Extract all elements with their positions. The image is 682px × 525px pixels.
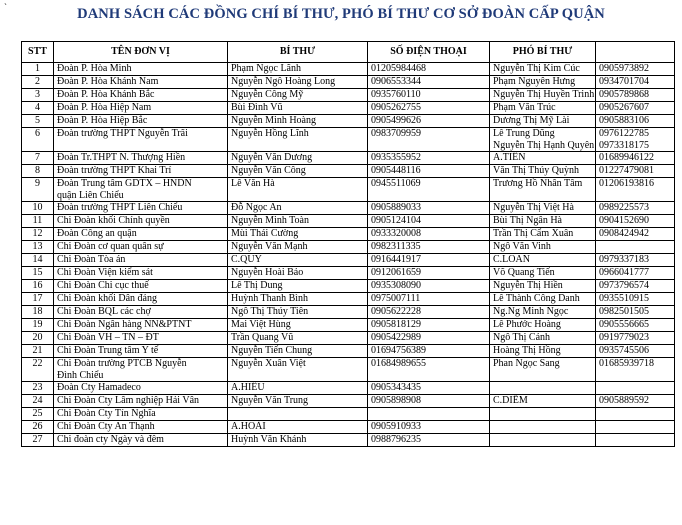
cell-phone: 0905448116: [368, 165, 490, 178]
cell-deputy-phone: 0966041777: [596, 267, 675, 280]
cell-secretary: Mùi Thái Cường: [228, 228, 368, 241]
cell-stt: 25: [22, 408, 54, 421]
cell-unit: Đoàn trường THPT Nguyễn Trãi: [54, 128, 228, 152]
cell-deputy: Phạm Văn Trúc: [490, 102, 596, 115]
cell-secretary: Nguyễn Hoài Bảo: [228, 267, 368, 280]
cell-unit: Đoàn Trung tâm GDTX – HNDN quận Liên Chiểu: [54, 178, 228, 202]
cell-deputy-phone: 0905267607: [596, 102, 675, 115]
cell-deputy: Trương Hồ Nhân Tâm: [490, 178, 596, 202]
cell-stt: 4: [22, 102, 54, 115]
header-unit: TÊN ĐƠN VỊ: [54, 42, 228, 63]
table-row: [22, 128, 675, 152]
cell-unit: Đoàn P. Hòa Hiệp Nam: [54, 102, 228, 115]
cell-phone: 0916441917: [368, 254, 490, 267]
cell-phone: 01694756389: [368, 345, 490, 358]
table-row: [22, 358, 675, 382]
cell-deputy-phone: [596, 382, 675, 395]
cell-phone: 0975007111: [368, 293, 490, 306]
cell-unit: Đoàn trường THPT Liên Chiểu: [54, 202, 228, 215]
table-row: [22, 267, 675, 280]
cell-deputy-phone: 0982501505: [596, 306, 675, 319]
cell-deputy-phone: 01206193816: [596, 178, 675, 202]
cell-stt: 5: [22, 115, 54, 128]
header-secretary: BÍ THƯ: [228, 42, 368, 63]
cell-unit: Chi Đoàn Tòa án: [54, 254, 228, 267]
cell-deputy: [490, 421, 596, 434]
cell-unit: Đoàn Công an quận: [54, 228, 228, 241]
table-row: [22, 202, 675, 215]
cell-unit: Đoàn Cty Hamadeco: [54, 382, 228, 395]
cell-stt: 16: [22, 280, 54, 293]
cell-stt: 24: [22, 395, 54, 408]
table-row: [22, 63, 675, 76]
cell-unit: Đoàn P. Hòa Hiệp Bắc: [54, 115, 228, 128]
table-row: [22, 293, 675, 306]
table-row: [22, 382, 675, 395]
cell-unit: Chi Đoàn Viện kiểm sát: [54, 267, 228, 280]
header-stt: STT: [22, 42, 54, 63]
cell-deputy: Hoàng Thị Hồng: [490, 345, 596, 358]
cell-stt: 7: [22, 152, 54, 165]
cell-stt: 9: [22, 178, 54, 202]
cell-deputy-phone: 0935745506: [596, 345, 675, 358]
cell-deputy: Phan Ngọc Sang: [490, 358, 596, 382]
table-row: [22, 178, 675, 202]
cell-deputy-phone: 0905883106: [596, 115, 675, 128]
cell-phone: 0905499626: [368, 115, 490, 128]
cell-deputy: Bùi Thị Ngân Hà: [490, 215, 596, 228]
cell-unit: Chi Đoàn Cty Tín Nghĩa: [54, 408, 228, 421]
cell-deputy-phone: [596, 408, 675, 421]
cell-unit: Chi Đoàn VH – TN – ĐT: [54, 332, 228, 345]
table-row: [22, 280, 675, 293]
cell-deputy: C.DIỄM: [490, 395, 596, 408]
cell-stt: 19: [22, 319, 54, 332]
header-deputy-phone: [596, 42, 675, 63]
cell-unit: Chi Đoàn trường PTCB Nguyễn Đình Chiểu: [54, 358, 228, 382]
table-row: [22, 215, 675, 228]
cell-phone: 0935760110: [368, 89, 490, 102]
cell-stt: 26: [22, 421, 54, 434]
cell-unit: Đoàn Tr.THPT N. Thượng Hiền: [54, 152, 228, 165]
cell-phone: 0945511069: [368, 178, 490, 202]
cell-phone: 0935355952: [368, 152, 490, 165]
cell-deputy-phone: [596, 421, 675, 434]
table-row: [22, 332, 675, 345]
cell-secretary: Huỳnh Văn Khánh: [228, 434, 368, 447]
cell-deputy-phone: 0905556665: [596, 319, 675, 332]
cell-deputy: Trần Thị Cẩm Xuân: [490, 228, 596, 241]
cell-deputy-phone: 0973796574: [596, 280, 675, 293]
cell-deputy: Ng.Ng Minh Ngọc: [490, 306, 596, 319]
cell-stt: 23: [22, 382, 54, 395]
cell-deputy: C.LOAN: [490, 254, 596, 267]
cell-deputy-phone: 0904152690: [596, 215, 675, 228]
cell-secretary: Lê Văn Hà: [228, 178, 368, 202]
cell-deputy: Văn Thị Thúy Quỳnh: [490, 165, 596, 178]
cell-stt: 6: [22, 128, 54, 152]
cell-deputy: [490, 382, 596, 395]
cell-stt: 22: [22, 358, 54, 382]
cell-phone: 0905910933: [368, 421, 490, 434]
cell-phone: 0983709959: [368, 128, 490, 152]
cell-deputy: Phạm Nguyên Hưng: [490, 76, 596, 89]
cell-deputy: Ngô Văn Vinh: [490, 241, 596, 254]
cell-secretary: Bùi Đình Vũ: [228, 102, 368, 115]
cell-phone: 0905422989: [368, 332, 490, 345]
cell-stt: 13: [22, 241, 54, 254]
cell-deputy-phone: 0934701704: [596, 76, 675, 89]
cell-unit: Chi Đoàn BQL các chợ: [54, 306, 228, 319]
cell-unit: Chi đoàn cty Ngày và đêm: [54, 434, 228, 447]
cell-secretary: Ngô Thị Thúy Tiên: [228, 306, 368, 319]
page-title: DANH SÁCH CÁC ĐỒNG CHÍ BÍ THƯ, PHÓ BÍ THƯ CƠ SỞ ĐOÀN CẤP QUẬN: [77, 6, 605, 22]
cell-deputy-phone: 0989225573: [596, 202, 675, 215]
cell-stt: 27: [22, 434, 54, 447]
cell-secretary: Nguyễn Minh Toàn: [228, 215, 368, 228]
cell-stt: 14: [22, 254, 54, 267]
table-row: [22, 89, 675, 102]
cell-stt: 12: [22, 228, 54, 241]
cell-deputy: Nguyễn Thị Việt Hà: [490, 202, 596, 215]
cell-secretary: Nguyễn Văn Trung: [228, 395, 368, 408]
cell-secretary: Phạm Ngọc Lãnh: [228, 63, 368, 76]
table-row: [22, 76, 675, 89]
cell-deputy: Lê Trung Dũng Nguyễn Thị Hạnh Quyên: [490, 128, 596, 152]
cell-deputy: Nguyễn Thị Kim Cúc: [490, 63, 596, 76]
cell-deputy-phone: 0905789868: [596, 89, 675, 102]
cell-phone: 0988796235: [368, 434, 490, 447]
cell-stt: 10: [22, 202, 54, 215]
cell-deputy-phone: 01685939718: [596, 358, 675, 382]
table-row: [22, 165, 675, 178]
table-row: [22, 395, 675, 408]
table-row: [22, 345, 675, 358]
cell-secretary: Nguyễn Công Mỹ: [228, 89, 368, 102]
cell-unit: Chi Đoàn Ngân hàng NN&PTNT: [54, 319, 228, 332]
cell-secretary: C.QUY: [228, 254, 368, 267]
cell-deputy-phone: 0905889592: [596, 395, 675, 408]
cell-phone: 0905898908: [368, 395, 490, 408]
cell-deputy: Lê Thành Công Danh: [490, 293, 596, 306]
table-row: [22, 408, 675, 421]
cell-phone: 0982311335: [368, 241, 490, 254]
table-row: [22, 152, 675, 165]
cell-deputy-phone: 0979337183: [596, 254, 675, 267]
table-row: [22, 421, 675, 434]
cell-secretary: Nguyễn Tiến Chung: [228, 345, 368, 358]
cell-secretary: Nguyễn Văn Mạnh: [228, 241, 368, 254]
cell-phone: 01205984468: [368, 63, 490, 76]
cell-unit: Đoàn P. Hòa Khánh Bắc: [54, 89, 228, 102]
cell-phone: 0905262755: [368, 102, 490, 115]
cell-deputy-phone: 0919779023: [596, 332, 675, 345]
table-row: [22, 306, 675, 319]
cell-deputy: [490, 408, 596, 421]
cell-deputy-phone: [596, 241, 675, 254]
cell-secretary: Lê Thị Dung: [228, 280, 368, 293]
cell-secretary: Nguyễn Văn Dương: [228, 152, 368, 165]
cell-secretary: Đỗ Ngọc An: [228, 202, 368, 215]
cell-stt: 17: [22, 293, 54, 306]
header-phone: SỐ ĐIỆN THOẠI: [368, 42, 490, 63]
cell-phone: 0912061659: [368, 267, 490, 280]
cell-deputy-phone: 0976122785 0973318175: [596, 128, 675, 152]
cell-secretary: Trần Quang Vũ: [228, 332, 368, 345]
cell-unit: Chi Đoàn khối Chính quyền: [54, 215, 228, 228]
cell-deputy-phone: 0905973892: [596, 63, 675, 76]
cell-deputy: Nguyễn Thị Hiền: [490, 280, 596, 293]
cell-secretary: Mai Việt Hùng: [228, 319, 368, 332]
corner-mark: `: [4, 2, 7, 12]
cell-unit: Đoàn P. Hòa Minh: [54, 63, 228, 76]
cell-unit: Đoàn trường THPT Khai Trí: [54, 165, 228, 178]
cell-phone: 0933320008: [368, 228, 490, 241]
cell-phone: 0905622228: [368, 306, 490, 319]
table-row: [22, 434, 675, 447]
cell-deputy: [490, 434, 596, 447]
header-deputy: PHÓ BÍ THƯ: [490, 42, 596, 63]
cell-secretary: Nguyễn Hồng Lĩnh: [228, 128, 368, 152]
cell-phone: 01684989655: [368, 358, 490, 382]
cell-secretary: Nguyễn Minh Hoàng: [228, 115, 368, 128]
cell-unit: Chi Đoàn Cty An Thạnh: [54, 421, 228, 434]
cell-deputy-phone: 0908424942: [596, 228, 675, 241]
cell-deputy: Nguyễn Thị Huyền Trinh: [490, 89, 596, 102]
cell-secretary: Nguyễn Xuân Việt: [228, 358, 368, 382]
cell-deputy-phone: [596, 434, 675, 447]
cell-deputy-phone: 01689946122: [596, 152, 675, 165]
table-row: [22, 228, 675, 241]
table-row: [22, 254, 675, 267]
cell-secretary: Nguyễn Ngô Hoàng Long: [228, 76, 368, 89]
cell-stt: 20: [22, 332, 54, 345]
cell-stt: 2: [22, 76, 54, 89]
cell-stt: 18: [22, 306, 54, 319]
officials-table: [21, 41, 675, 447]
cell-phone: [368, 408, 490, 421]
cell-stt: 8: [22, 165, 54, 178]
cell-phone: 0906553344: [368, 76, 490, 89]
cell-secretary: A.HOÀI: [228, 421, 368, 434]
cell-unit: Chi Đoàn cơ quan quân sự: [54, 241, 228, 254]
cell-phone: 0905889033: [368, 202, 490, 215]
cell-unit: Chi Đoàn Trung tâm Y tế: [54, 345, 228, 358]
table-row: [22, 319, 675, 332]
cell-deputy: Lê Phước Hoàng: [490, 319, 596, 332]
cell-deputy-phone: 01227479081: [596, 165, 675, 178]
cell-stt: 21: [22, 345, 54, 358]
cell-phone: 0905818129: [368, 319, 490, 332]
cell-deputy-phone: 0935510915: [596, 293, 675, 306]
cell-deputy: Dương Thị Mỹ Lài: [490, 115, 596, 128]
table-header-row: [22, 42, 675, 63]
table-row: [22, 115, 675, 128]
cell-phone: 0935308090: [368, 280, 490, 293]
cell-unit: Chi Đoàn Chi cục thuế: [54, 280, 228, 293]
cell-stt: 1: [22, 63, 54, 76]
cell-stt: 3: [22, 89, 54, 102]
table-row: [22, 102, 675, 115]
cell-secretary: A.HIẾU: [228, 382, 368, 395]
cell-deputy: Ngô Thị Cảnh: [490, 332, 596, 345]
cell-secretary: [228, 408, 368, 421]
cell-stt: 11: [22, 215, 54, 228]
cell-unit: Chi Đoàn Cty Lâm nghiệp Hải Vân: [54, 395, 228, 408]
cell-deputy: Võ Quang Tiến: [490, 267, 596, 280]
cell-unit: Chi Đoàn khối Dân đảng: [54, 293, 228, 306]
cell-secretary: Huỳnh Thanh Bình: [228, 293, 368, 306]
table-row: [22, 241, 675, 254]
cell-stt: 15: [22, 267, 54, 280]
cell-phone: 0905124104: [368, 215, 490, 228]
cell-unit: Đoàn P. Hòa Khánh Nam: [54, 76, 228, 89]
cell-deputy: A.TIẾN: [490, 152, 596, 165]
cell-secretary: Nguyễn Văn Công: [228, 165, 368, 178]
cell-phone: 0905343435: [368, 382, 490, 395]
